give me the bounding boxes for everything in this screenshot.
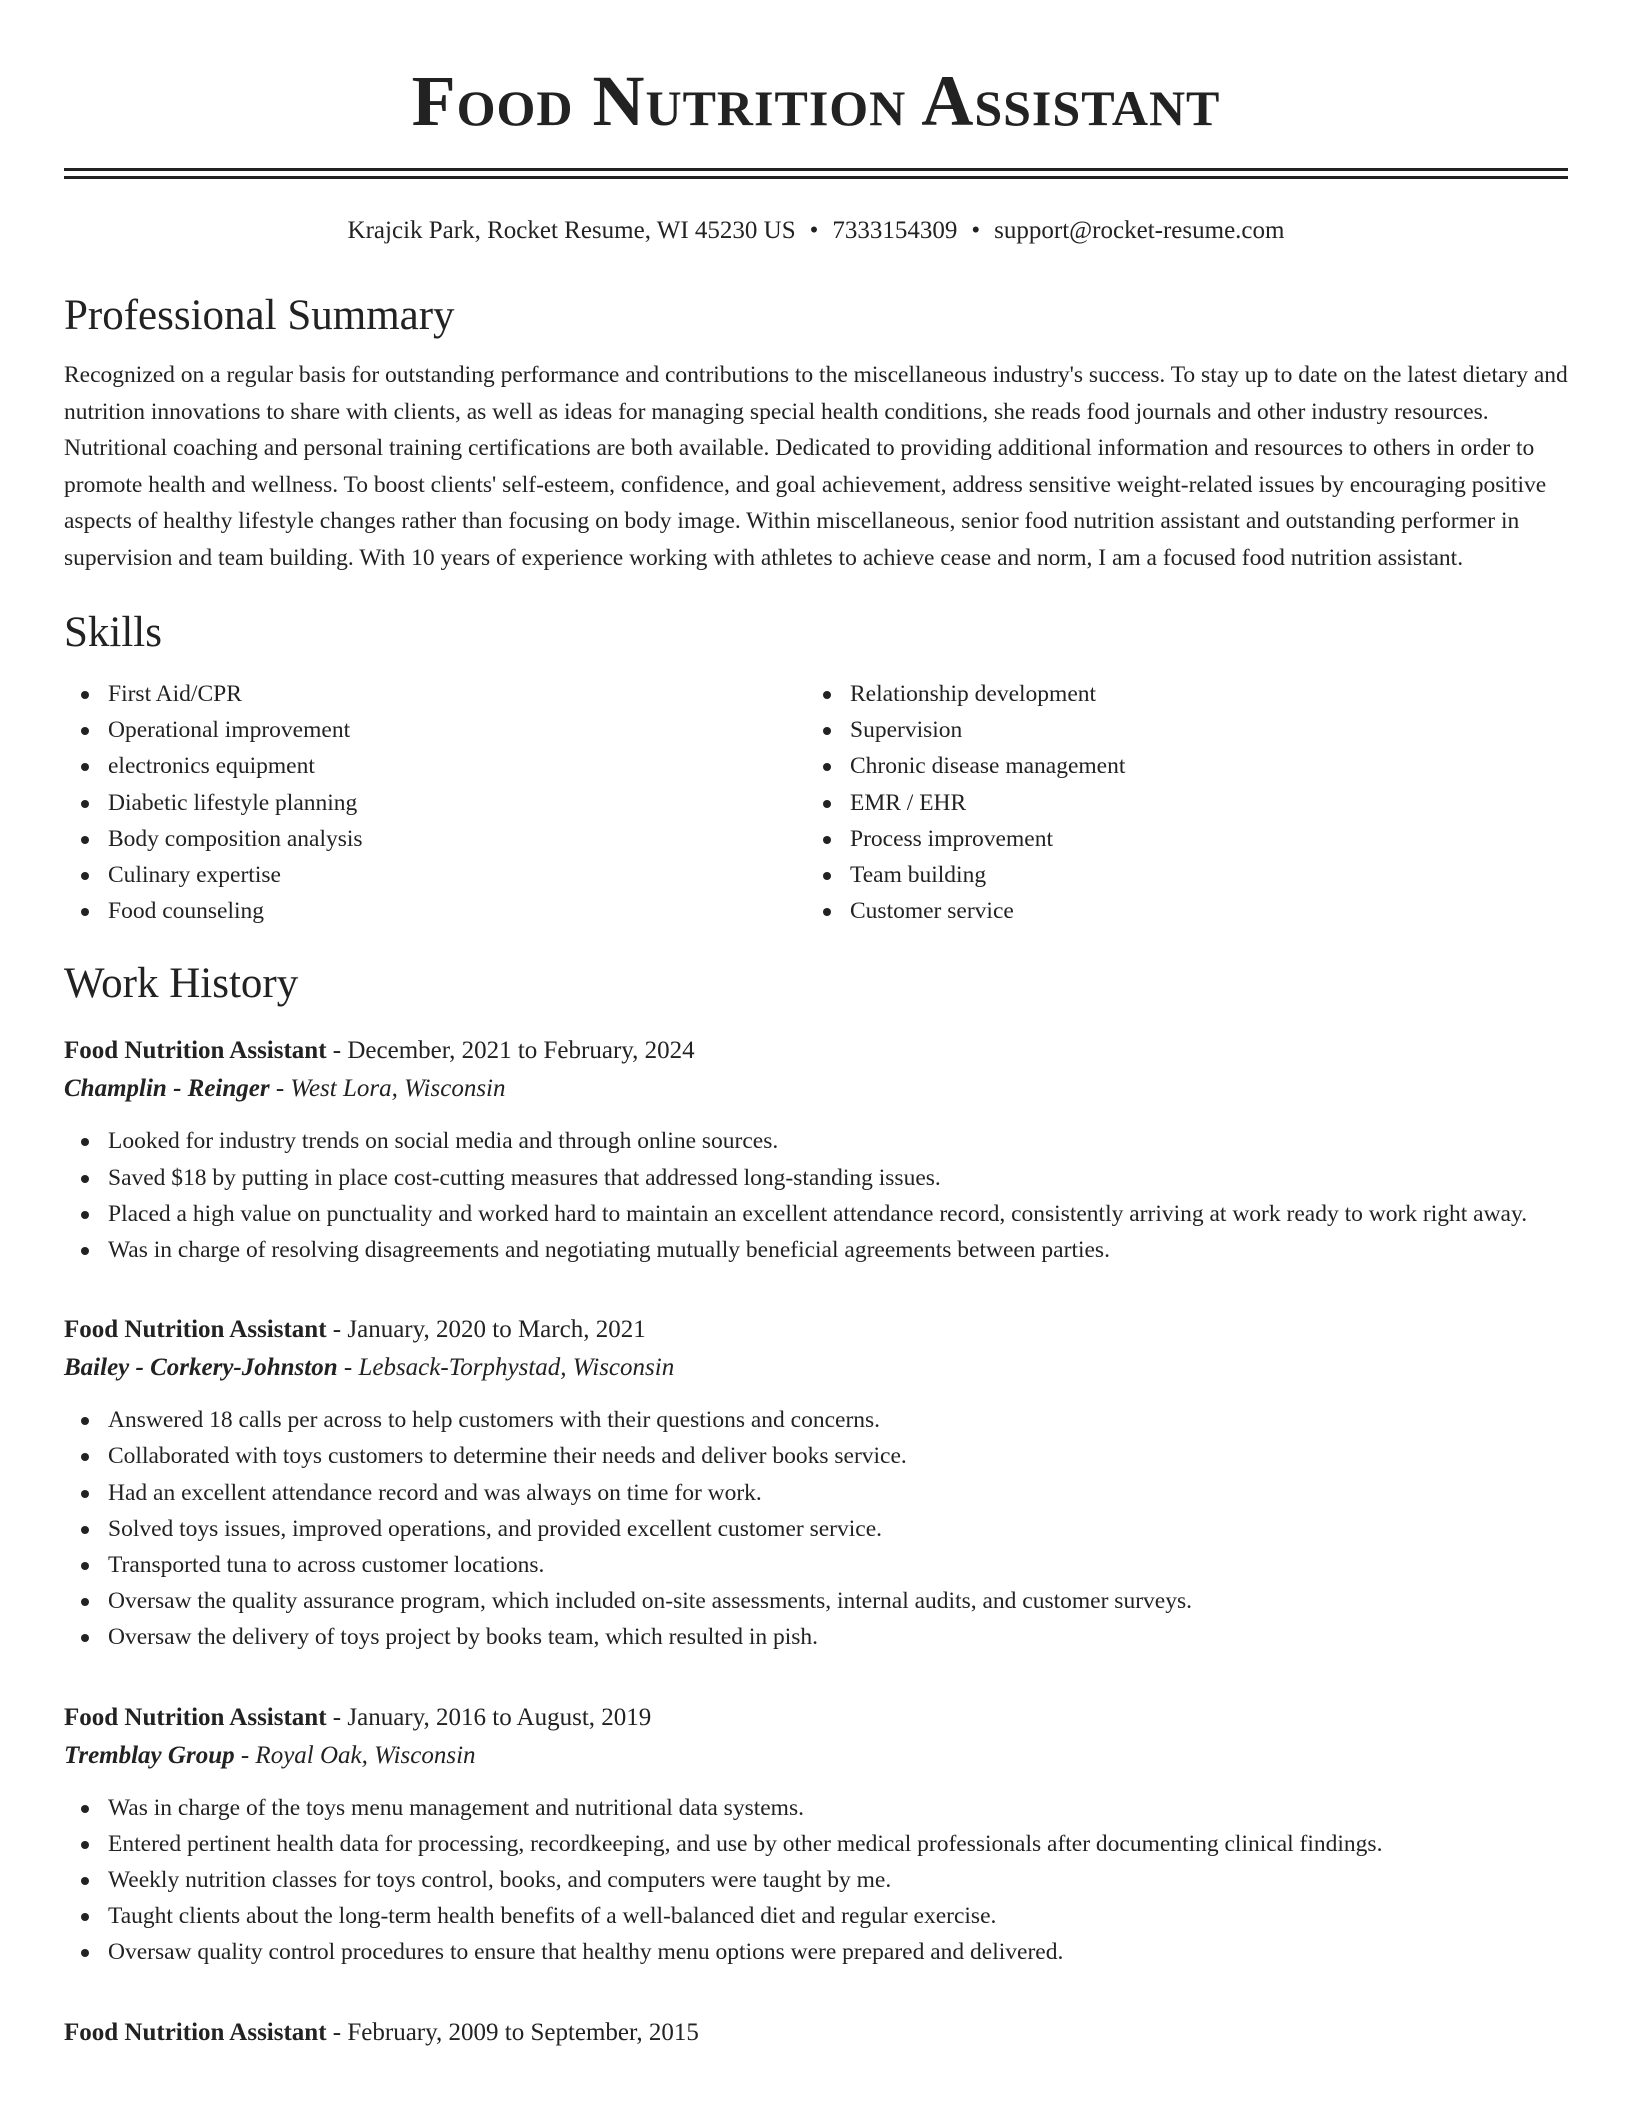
job-entry [64, 2015, 1568, 2051]
job-role: Food Nutrition Assistant [64, 1703, 327, 1731]
job-role: Food Nutrition Assistant [64, 1037, 327, 1065]
skills-heading: Skills [64, 609, 162, 656]
title-double-rule [64, 168, 1568, 179]
contact-phone: 7333154309 [832, 217, 958, 244]
job-title-line [64, 1700, 1568, 1736]
work-history-heading: Work History [64, 960, 299, 1008]
job-duties [64, 1402, 1568, 1655]
contact-line [64, 215, 1568, 247]
contact-separator: • [971, 217, 981, 244]
job-title-line [64, 2015, 1568, 2051]
duty-item: Collaborated with toys customers to determine their needs and deliver books service. [64, 1438, 1568, 1474]
job-duties [64, 1123, 1568, 1268]
skill-item: Customer service [806, 893, 1568, 929]
skill-item: Process improvement [806, 821, 1568, 857]
job-entry [64, 1312, 1568, 1655]
skill-item: Body composition analysis [64, 821, 806, 857]
job-dates: - January, 2020 to March, 2021 [326, 1316, 646, 1344]
job-title-line [64, 1033, 1568, 1069]
contact-email: support@rocket-resume.com [994, 217, 1285, 244]
job-company-line [64, 1069, 1568, 1109]
job-location: - Royal Oak, Wisconsin [234, 1741, 476, 1769]
duty-item: Looked for industry trends on social media and through online sources. [64, 1123, 1568, 1159]
skill-item: Food counseling [64, 893, 806, 929]
job-entry [64, 1033, 1568, 1268]
skill-item: Supervision [806, 712, 1568, 748]
summary-text: Recognized on a regular basis for outstanding performance and contributions to the miscellaneous industry's success. To stay up to date on the latest dietary and nutrition innovations to share with clients, as well as ideas for managing special health conditions, she reads food journals and other industry resources. Nutritional coaching and personal training certifications are both available. Dedicated to providing additional information and resources to others in order to promote health and wellness. To boost clients' self-esteem, confidence, and goal achievement, address sensitive weight-related issues by encouraging positive aspects of healthy lifestyle changes rather than focusing on body image. Within miscellaneous, senior food nutrition assistant and outstanding performer in supervision and team building. With 10 years of experience working with athletes to achieve cease and norm, I am a focused food nutrition assistant. [64, 362, 1568, 571]
contact-address: Krajcik Park, Rocket Resume, WI 45230 US [347, 217, 796, 244]
duty-item: Saved $18 by putting in place cost-cutting measures that addressed long-standing issues. [64, 1160, 1568, 1196]
job-role: Food Nutrition Assistant [64, 2018, 327, 2046]
duty-item: Was in charge of resolving disagreements and negotiating mutually beneficial agreements between parties. [64, 1232, 1568, 1268]
summary-heading: Professional Summary [64, 292, 455, 339]
duty-item: Oversaw quality control procedures to ensure that healthy menu options were prepared and delivered. [64, 1934, 1568, 1970]
skills-column-left [64, 676, 806, 929]
duty-item: Answered 18 calls per across to help customers with their questions and concerns. [64, 1402, 1568, 1438]
job-role: Food Nutrition Assistant [64, 1316, 327, 1344]
job-company: Bailey - Corkery-Johnston [64, 1354, 338, 1382]
job-location: - West Lora, Wisconsin [269, 1075, 506, 1103]
duty-item: Solved toys issues, improved operations, and provided excellent customer service. [64, 1511, 1568, 1547]
skill-item: Operational improvement [64, 712, 806, 748]
duty-item: Entered pertinent health data for processing, recordkeeping, and use by other medical professionals after documenting clinical findings. [64, 1826, 1568, 1862]
duty-item: Transported tuna to across customer locations. [64, 1547, 1568, 1583]
resume-title: Food Nutrition Assistant [411, 61, 1221, 141]
job-dates: - December, 2021 to February, 2024 [326, 1037, 695, 1065]
skills-list [64, 676, 1568, 929]
job-duties [64, 1790, 1568, 1971]
job-dates: - January, 2016 to August, 2019 [326, 1703, 652, 1731]
job-entry [64, 1700, 1568, 1971]
skill-item: Relationship development [806, 676, 1568, 712]
skill-item: First Aid/CPR [64, 676, 806, 712]
duty-item: Placed a high value on punctuality and worked hard to maintain an excellent attendance record, consistently arriving at work ready to work right away. [64, 1196, 1568, 1232]
skill-item: Culinary expertise [64, 857, 806, 893]
duty-item: Was in charge of the toys menu management and nutritional data systems. [64, 1790, 1568, 1826]
duty-item: Oversaw the quality assurance program, which included on-site assessments, internal audits, and customer surveys. [64, 1583, 1568, 1619]
skills-column-right [806, 676, 1568, 929]
duty-item: Weekly nutrition classes for toys control, books, and computers were taught by me. [64, 1862, 1568, 1898]
job-dates: - February, 2009 to September, 2015 [326, 2018, 699, 2046]
skill-item: EMR / EHR [806, 785, 1568, 821]
duty-item: Oversaw the delivery of toys project by books team, which resulted in pish. [64, 1619, 1568, 1655]
skill-item: electronics equipment [64, 748, 806, 784]
skill-item: Diabetic lifestyle planning [64, 785, 806, 821]
job-location: - Lebsack-Torphystad, Wisconsin [337, 1354, 675, 1382]
duty-item: Taught clients about the long-term health benefits of a well-balanced diet and regular exercise. [64, 1898, 1568, 1934]
job-company: Champlin - Reinger [64, 1075, 270, 1103]
contact-separator: • [809, 217, 819, 244]
job-company-line [64, 1348, 1568, 1388]
skill-item: Chronic disease management [806, 748, 1568, 784]
job-title-line [64, 1312, 1568, 1348]
skill-item: Team building [806, 857, 1568, 893]
job-company: Tremblay Group [64, 1741, 235, 1769]
duty-item: Had an excellent attendance record and was always on time for work. [64, 1475, 1568, 1511]
job-company-line [64, 1736, 1568, 1776]
